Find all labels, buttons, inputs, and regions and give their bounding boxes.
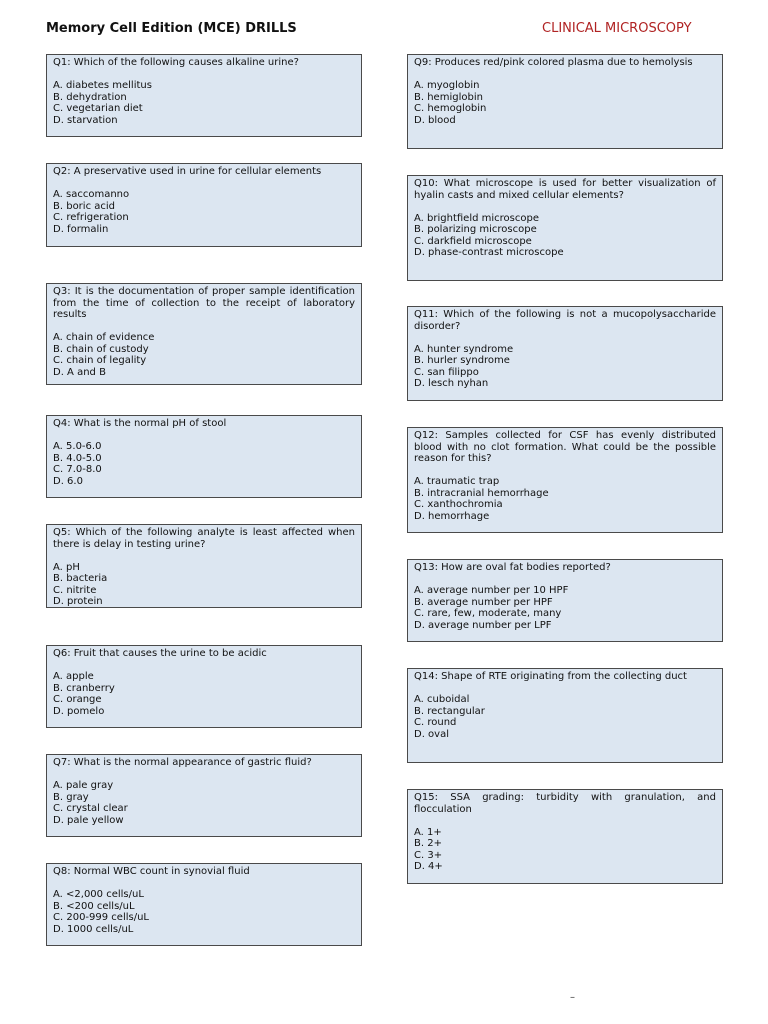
question-box-15 (407, 789, 723, 884)
answer-option: D. hemorrhage (414, 510, 490, 522)
answer-option: A. pH (53, 561, 80, 573)
question-text: Q11: Which of the following is not a mucopolysaccharide disorder? (414, 309, 716, 332)
answer-option: B. chain of custody (53, 343, 149, 355)
answer-option: C. nitrite (53, 584, 97, 596)
answer-option: B. hurler syndrome (414, 355, 510, 366)
question-box-7 (46, 754, 362, 837)
answer-option: D. phase-contrast microscope (414, 247, 564, 258)
question-box-5 (46, 524, 362, 608)
answer-option: A. 1+ (414, 826, 442, 838)
answer-option: C. rare, few, moderate, many (414, 608, 562, 619)
answer-option: A. traumatic trap (414, 476, 500, 487)
page-title: Memory Cell Edition (MCE) DRILLS (46, 21, 297, 36)
answer-option: D. protein (53, 596, 103, 607)
page-subject: CLINICAL MICROSCOPY (542, 21, 692, 36)
question-text: Q7: What is the normal appearance of gastric fluid? (53, 757, 312, 768)
answer-option: B. 4.0-5.0 (53, 452, 102, 464)
answer-option: B. gray (53, 791, 89, 803)
question-box-9 (407, 54, 723, 149)
answer-option: D. starvation (53, 114, 118, 126)
question-text: Q15: SSA grading: turbidity with granulation, and flocculation (414, 792, 716, 815)
answer-option: A. brightfield microscope (414, 212, 539, 224)
answer-option: A. saccomanno (53, 189, 130, 200)
answer-option: C. 3+ (414, 849, 443, 861)
question-box-10 (407, 175, 723, 281)
question-text: Q9: Produces red/pink colored plasma due to hemolysis (414, 57, 693, 68)
question-box-6 (46, 645, 362, 728)
answer-option: B. 2+ (414, 838, 442, 849)
answer-option: D. pomelo (53, 705, 105, 717)
answer-option: B. hemiglobin (414, 91, 483, 103)
answer-option: B. average number per HPF (414, 596, 553, 608)
answer-option: A. average number per 10 HPF (414, 585, 569, 596)
answer-option: D. A and B (53, 366, 106, 378)
question-box-3 (46, 283, 362, 385)
question-box-12 (407, 427, 723, 533)
question-text: Q14: Shape of RTE originating from the collecting duct (414, 671, 687, 682)
answer-option: A. chain of evidence (53, 332, 155, 343)
answer-option: D. 6.0 (53, 475, 83, 487)
question-text: Q4: What is the normal pH of stool (53, 418, 227, 429)
answer-option: C. round (414, 717, 457, 728)
answer-option: C. hemoglobin (414, 103, 487, 114)
answer-option: B. cranberry (53, 682, 115, 694)
question-text: Q12: Samples collected for CSF has evenly distributed blood with no clot formation. What could be the possible reason for this? (414, 430, 716, 464)
answer-option: D. lesch nyhan (414, 378, 489, 389)
answer-option: A. cuboidal (414, 694, 470, 705)
question-box-8 (46, 863, 362, 946)
question-text: Q6: Fruit that causes the urine to be acidic (53, 648, 267, 659)
answer-option: C. orange (53, 694, 102, 705)
question-box-14 (407, 668, 723, 763)
question-box-4 (46, 415, 362, 498)
answer-option: D. 4+ (414, 861, 443, 872)
answer-option: A. diabetes mellitus (53, 80, 152, 91)
question-text: Q1: Which of the following causes alkaline urine? (53, 57, 299, 68)
question-text: Q8: Normal WBC count in synovial fluid (53, 866, 250, 877)
answer-option: A. hunter syndrome (414, 343, 514, 355)
question-text: Q3: It is the documentation of proper sample identification from the time of collection to the receipt of laboratory results (53, 286, 355, 320)
answer-option: B. dehydration (53, 91, 127, 103)
answer-option: C. xanthochromia (414, 499, 503, 510)
answer-option: D. oval (414, 728, 449, 740)
answer-option: C. vegetarian diet (53, 103, 143, 114)
answer-option: A. <2,000 cells/uL (53, 889, 144, 900)
answer-option: C. chain of legality (53, 355, 147, 366)
answer-option: B. intracranial hemorrhage (414, 487, 549, 499)
answer-option: A. 5.0-6.0 (53, 441, 102, 452)
answer-option: C. 200-999 cells/uL (53, 912, 149, 923)
question-box-2 (46, 163, 362, 247)
answer-option: A. apple (53, 671, 94, 682)
question-box-1 (46, 54, 362, 137)
answer-option: B. rectangular (414, 705, 485, 717)
footer-mark: – (570, 992, 575, 1003)
answer-option: C. 7.0-8.0 (53, 464, 102, 475)
answer-option: D. 1000 cells/uL (53, 923, 134, 935)
answer-option: A. pale gray (53, 780, 114, 791)
answer-option: C. crystal clear (53, 803, 128, 814)
answer-option: D. formalin (53, 223, 109, 235)
question-text: Q5: Which of the following analyte is least affected when there is delay in testing urine? (53, 527, 355, 550)
question-text: Q10: What microscope is used for better visualization of hyalin casts and mixed cellular elements? (414, 178, 716, 201)
answer-option: A. myoglobin (414, 80, 480, 91)
answer-option: D. pale yellow (53, 814, 124, 826)
answer-option: B. bacteria (53, 573, 108, 584)
answer-option: D. blood (414, 114, 456, 126)
answer-option: D. average number per LPF (414, 619, 552, 631)
answer-option: B. boric acid (53, 200, 116, 212)
answer-option: C. refrigeration (53, 212, 129, 223)
answer-option: C. darkfield microscope (414, 235, 532, 247)
answer-option: B. <200 cells/uL (53, 900, 135, 912)
answer-option: B. polarizing microscope (414, 224, 537, 235)
answer-option: C. san filippo (414, 366, 479, 378)
question-box-13 (407, 559, 723, 642)
question-text: Q2: A preservative used in urine for cellular elements (53, 166, 322, 177)
question-box-11 (407, 306, 723, 401)
question-text: Q13: How are oval fat bodies reported? (414, 562, 611, 573)
